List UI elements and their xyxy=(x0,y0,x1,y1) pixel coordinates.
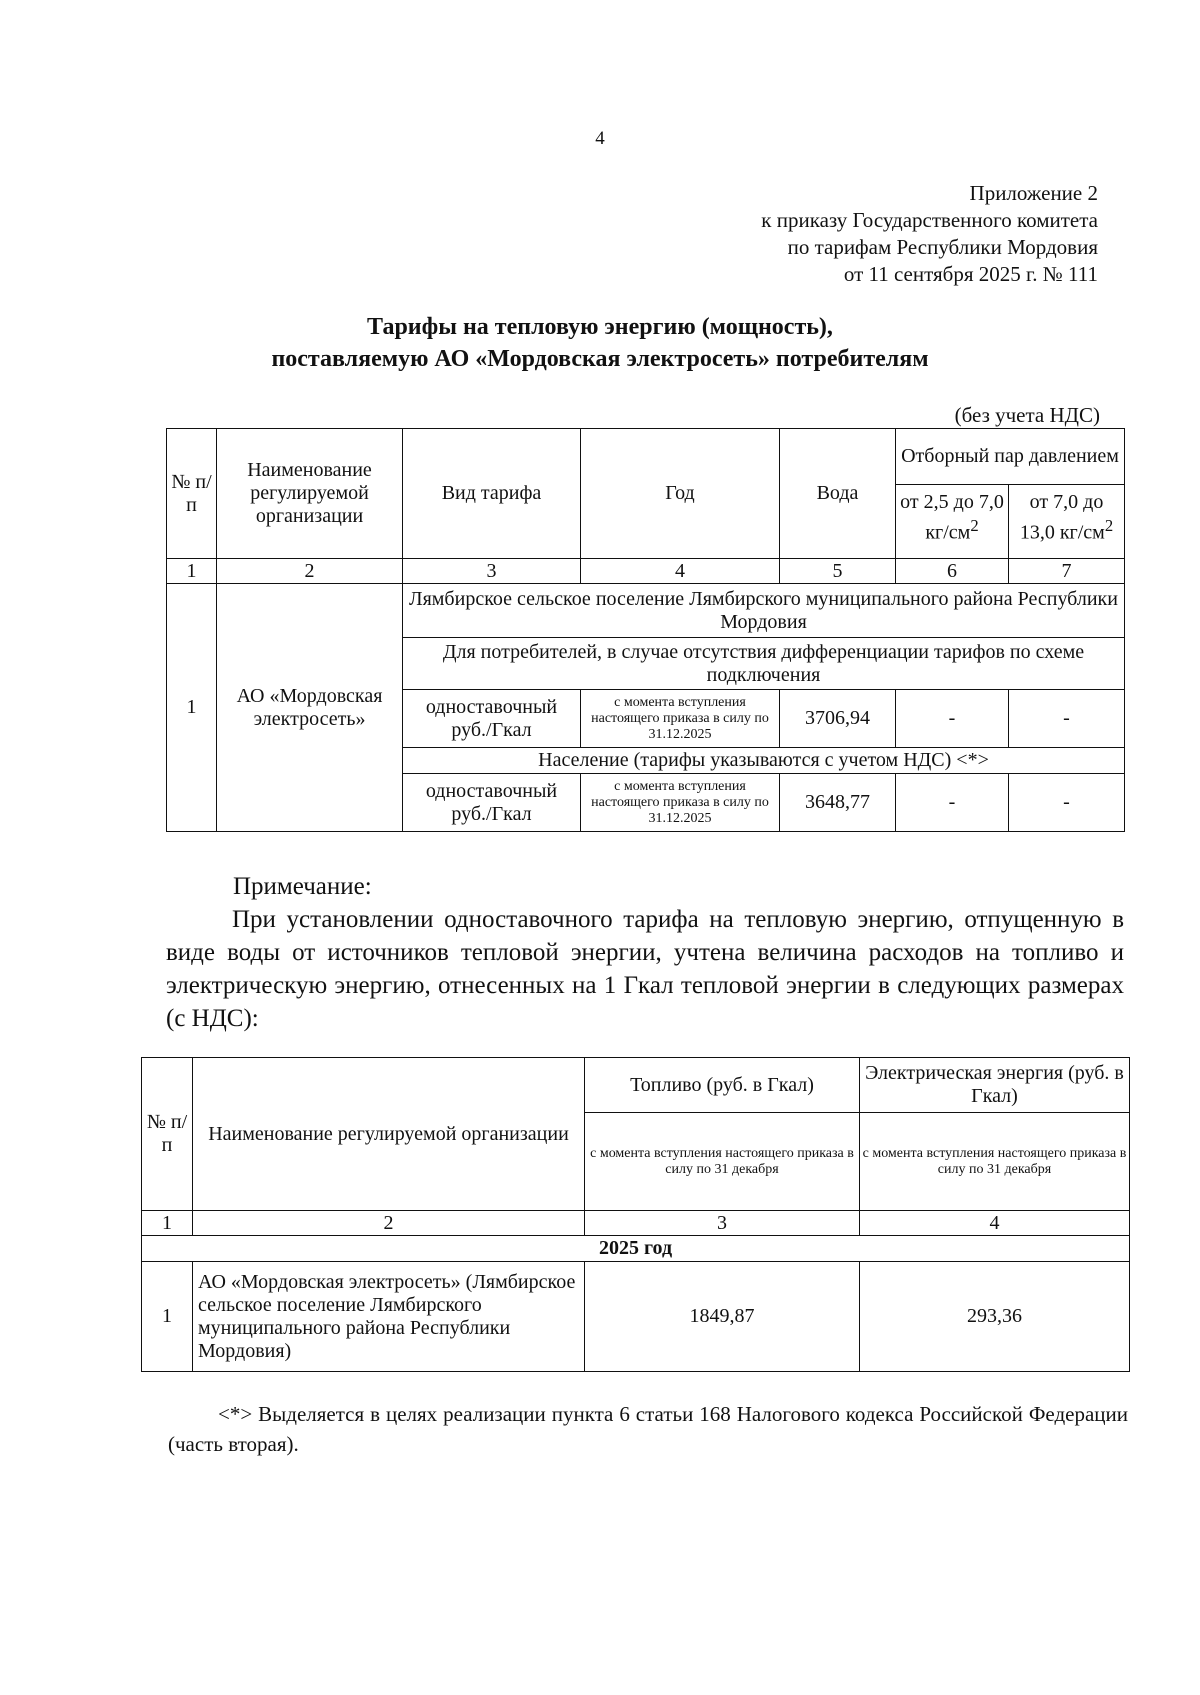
header-electricity: Электрическая энергия (руб. в Гкал) xyxy=(860,1058,1130,1113)
note-text xyxy=(166,903,1124,1035)
col-number: 7 xyxy=(1009,559,1125,584)
col-number: 2 xyxy=(217,559,403,584)
water-value: 3706,94 xyxy=(780,690,896,748)
tariff-period: с момента вступления настоящего приказа в силу по 31.12.2025 xyxy=(581,774,780,832)
appendix-line: от 11 сентября 2025 г. № 111 xyxy=(843,262,1098,286)
header-num: № п/п xyxy=(142,1058,193,1211)
electricity-value: 293,36 xyxy=(860,1262,1130,1372)
tariff-type: одноставочный руб./Гкал xyxy=(403,690,581,748)
col-number: 1 xyxy=(167,559,217,584)
tariff-period: с момента вступления настоящего приказа в силу по 31.12.2025 xyxy=(581,690,780,748)
appendix-line: Приложение 2 xyxy=(969,181,1098,205)
org-name: АО «Мордовская электросеть» xyxy=(217,584,403,832)
footnote xyxy=(168,1399,1128,1459)
footnote-text: <*> Выделяется в целях реализации пункта 6 статьи 168 Налогового кодекса Российской Федерации (часть вторая). xyxy=(168,1402,1128,1456)
year-row: 2025 год xyxy=(142,1236,1130,1262)
header-steam-low: от 2,5 до 7,0 $кг/см^2$ xyxy=(896,485,1009,559)
consumer-group: Для потребителей, в случае отсутствия дифференциации тарифов по схеме подключения xyxy=(403,638,1125,690)
title-line: Тарифы на тепловую энергию (мощность), xyxy=(367,314,833,340)
tariff-type: одноставочный руб./Гкал xyxy=(403,774,581,832)
col-number: 4 xyxy=(581,559,780,584)
col-number: 1 xyxy=(142,1211,193,1236)
document-title xyxy=(0,311,1200,375)
cost-table xyxy=(141,1057,1130,1372)
org-name: АО «Мордовская электросеть» (Лямбирское сельское поселение Лямбирского муниципального района Республики Мордовия) xyxy=(193,1262,585,1372)
row-num: 1 xyxy=(167,584,217,832)
steam-high-value: - xyxy=(1009,690,1125,748)
col-number: 4 xyxy=(860,1211,1130,1236)
header-fuel: Топливо (руб. в Гкал) xyxy=(585,1058,860,1113)
header-org: Наименование регулируемой организации xyxy=(193,1058,585,1211)
fuel-period: с момента вступления настоящего приказа в силу по 31 декабря xyxy=(585,1113,860,1211)
header-year: Год xyxy=(581,429,780,559)
header-steam-high: от 7,0 до 13,0 $кг/см^2$ xyxy=(1009,485,1125,559)
note-heading: Примечание: xyxy=(233,873,372,900)
col-number: 5 xyxy=(780,559,896,584)
header-num: № п/п xyxy=(167,429,217,559)
col-number: 2 xyxy=(193,1211,585,1236)
tariff-table xyxy=(166,428,1125,832)
title-line: поставляемую АО «Мордовская электросеть» потребителям xyxy=(271,346,929,372)
vat-note: (без учета НДС) xyxy=(954,403,1100,427)
header-org: Наименование регулируемой организации xyxy=(217,429,403,559)
steam-high-value: - xyxy=(1009,774,1125,832)
header-tariff-type: Вид тарифа xyxy=(403,429,581,559)
appendix-block xyxy=(761,180,1098,288)
fuel-value: 1849,87 xyxy=(585,1262,860,1372)
appendix-line: к приказу Государственного комитета xyxy=(761,208,1098,232)
settlement-row: Лямбирское сельское поселение Лямбирского муниципального района Республики Мордовия xyxy=(403,584,1125,638)
consumer-group: Население (тарифы указываются с учетом НДС) <*> xyxy=(403,748,1125,774)
header-water: Вода xyxy=(780,429,896,559)
col-number: 6 xyxy=(896,559,1009,584)
header-steam: Отборный пар давлением xyxy=(896,429,1125,485)
note-paragraph: При установлении одноставочного тарифа на тепловую энергию, отпущенную в виде воды от источников тепловой энергии, учтена величина расходов на топливо и электрическую энергию, отнесенных на 1 Гкал тепловой энергии в следующих размерах (с НДС): xyxy=(166,906,1124,1032)
steam-low-value: - xyxy=(896,690,1009,748)
page-number: 4 xyxy=(595,128,605,149)
appendix-line: по тарифам Республики Мордовия xyxy=(787,235,1098,259)
col-number: 3 xyxy=(403,559,581,584)
water-value: 3648,77 xyxy=(780,774,896,832)
row-num: 1 xyxy=(142,1262,193,1372)
electricity-period: с момента вступления настоящего приказа в силу по 31 декабря xyxy=(860,1113,1130,1211)
steam-low-value: - xyxy=(896,774,1009,832)
col-number: 3 xyxy=(585,1211,860,1236)
